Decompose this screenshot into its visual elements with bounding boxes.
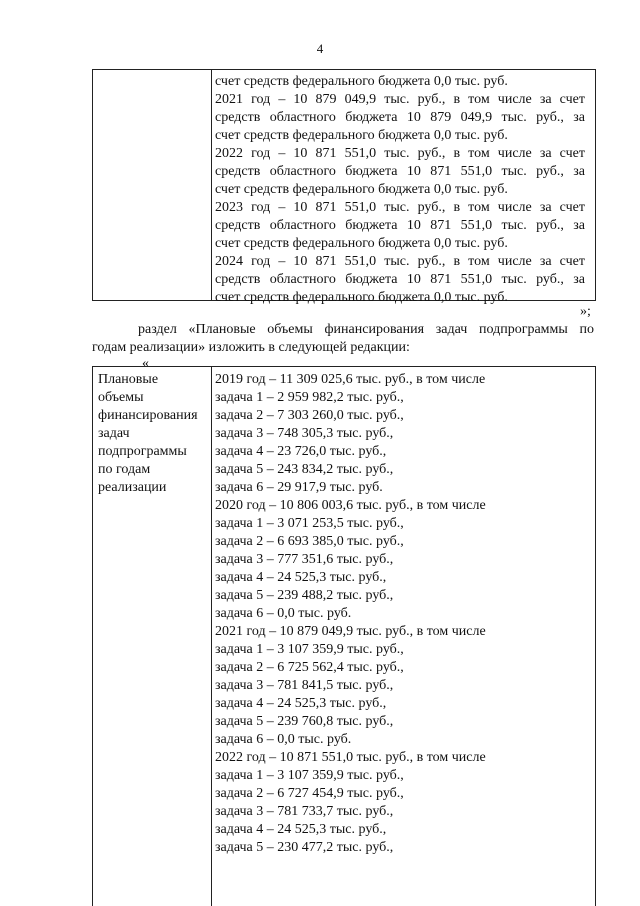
closing-quote: »; xyxy=(580,304,591,319)
empty-label-cell xyxy=(93,70,212,300)
funding-line: 2022 год – 10 871 551,0 тыс. руб., в том числе за счет xyxy=(215,146,585,161)
label-line: реализации xyxy=(98,480,167,495)
funding-value-line: 2020 год – 10 806 003,6 тыс. руб., в том числе xyxy=(215,498,486,513)
funding-line: средств областного бюджета 10 871 551,0 тыс. руб., за xyxy=(215,164,585,179)
funding-value-line: задача 3 – 777 351,6 тыс. руб., xyxy=(215,552,394,567)
funding-value-line: задача 3 – 781 841,5 тыс. руб., xyxy=(215,678,394,693)
page-number: 4 xyxy=(316,41,324,56)
label-line: Плановые xyxy=(98,372,159,387)
funding-value-line: 2022 год – 10 871 551,0 тыс. руб., в том числе xyxy=(215,750,486,765)
funding-value-line: задача 4 – 24 525,3 тыс. руб., xyxy=(215,822,387,837)
label-line: задач xyxy=(98,426,130,441)
funding-line: средств областного бюджета 10 879 049,9 тыс. руб., за xyxy=(215,110,585,125)
label-line: подпрограммы xyxy=(98,444,187,459)
funding-line: 2021 год – 10 879 049,9 тыс. руб., в том числе за счет xyxy=(215,92,585,107)
funding-value-line: задача 3 – 748 305,3 тыс. руб., xyxy=(215,426,394,441)
funding-value-line: задача 6 – 0,0 тыс. руб. xyxy=(215,606,352,621)
paragraph-line-1: раздел «Плановые объемы финансирования задач подпрограммы по xyxy=(138,322,594,337)
funding-value-line: 2021 год – 10 879 049,9 тыс. руб., в том числе xyxy=(215,624,486,639)
funding-value-line: задача 5 – 239 488,2 тыс. руб., xyxy=(215,588,394,603)
funding-value-line: задача 3 – 781 733,7 тыс. руб., xyxy=(215,804,394,819)
opening-quote: « xyxy=(142,356,149,371)
funding-line: средств областного бюджета 10 871 551,0 тыс. руб., за xyxy=(215,218,585,233)
funding-line: 2023 год – 10 871 551,0 тыс. руб., в том числе за счет xyxy=(215,200,585,215)
label-line: объемы xyxy=(98,390,144,405)
funding-value-line: задача 1 – 2 959 982,2 тыс. руб., xyxy=(215,390,404,405)
funding-value-line: задача 2 – 6 725 562,4 тыс. руб., xyxy=(215,660,404,675)
funding-line: счет средств федерального бюджета 0,0 тыс. руб. xyxy=(215,128,508,143)
funding-table-continuation xyxy=(92,69,596,305)
funding-line: счет средств федерального бюджета 0,0 тыс. руб. xyxy=(215,182,508,197)
funding-value-line: задача 6 – 0,0 тыс. руб. xyxy=(215,732,352,747)
funding-value-line: задача 4 – 24 525,3 тыс. руб., xyxy=(215,696,387,711)
funding-value-line: задача 4 – 24 525,3 тыс. руб., xyxy=(215,570,387,585)
funding-value-line: задача 2 – 6 727 454,9 тыс. руб., xyxy=(215,786,404,801)
funding-value-line: задача 5 – 230 477,2 тыс. руб., xyxy=(215,840,394,855)
label-line: по годам xyxy=(98,462,151,477)
funding-value-line: задача 4 – 23 726,0 тыс. руб., xyxy=(215,444,387,459)
funding-value-line: задача 1 – 3 107 359,9 тыс. руб., xyxy=(215,768,404,783)
label-cell xyxy=(93,367,212,906)
funding-value-line: задача 1 – 3 071 253,5 тыс. руб., xyxy=(215,516,404,531)
label-line: финансирования xyxy=(98,408,198,423)
funding-value-line: задача 5 – 239 760,8 тыс. руб., xyxy=(215,714,394,729)
funding-value-line: задача 5 – 243 834,2 тыс. руб., xyxy=(215,462,394,477)
planned-funding-table xyxy=(92,366,596,906)
funding-line: средств областного бюджета 10 871 551,0 тыс. руб., за xyxy=(215,272,585,287)
funding-line: счет средств федерального бюджета 0,0 тыс. руб. xyxy=(215,74,508,89)
funding-value-line: задача 6 – 29 917,9 тыс. руб. xyxy=(215,480,383,495)
funding-line: счет средств федерального бюджета 0,0 тыс. руб. xyxy=(215,290,508,305)
paragraph-line-2: годам реализации» изложить в следующей редакции: xyxy=(92,340,410,355)
funding-line: 2024 год – 10 871 551,0 тыс. руб., в том числе за счет xyxy=(215,254,585,269)
funding-value-line: 2019 год – 11 309 025,6 тыс. руб., в том числе xyxy=(215,372,486,387)
funding-value-line: задача 1 – 3 107 359,9 тыс. руб., xyxy=(215,642,404,657)
funding-value-line: задача 2 – 6 693 385,0 тыс. руб., xyxy=(215,534,404,549)
funding-line: счет средств федерального бюджета 0,0 тыс. руб. xyxy=(215,236,508,251)
funding-value-line: задача 2 – 7 303 260,0 тыс. руб., xyxy=(215,408,404,423)
